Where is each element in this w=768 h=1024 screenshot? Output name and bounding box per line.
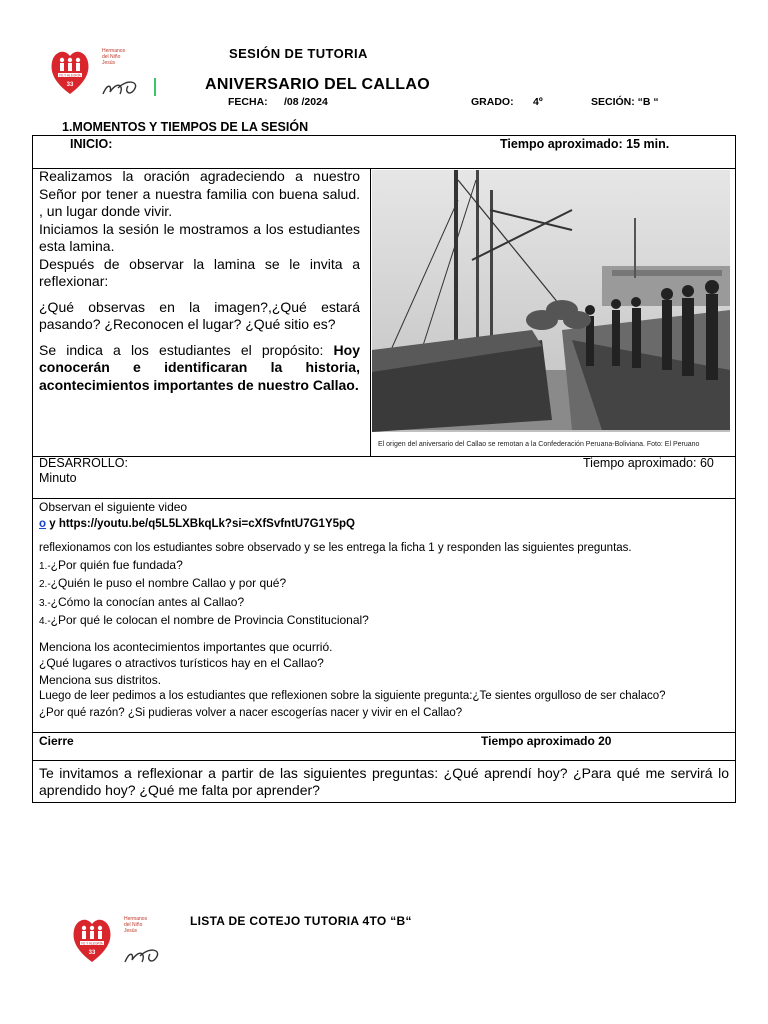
question-text: ¿Por qué le colocan el nombre de Provincia Constitucional? xyxy=(50,613,369,627)
section-title: 1.MOMENTOS Y TIEMPOS DE LA SESIÓN xyxy=(62,120,309,134)
cierre-text: Te invitamos a reflexionar a partir de las siguientes preguntas: ¿Qué aprendí hoy? ¿Para qué me servirá lo aprendido hoy? ¿Qué me falta por aprender? xyxy=(39,765,729,798)
svg-text:FE Y ALEGRÍA: FE Y ALEGRÍA xyxy=(59,73,81,78)
extra-1: Menciona los acontecimientos importantes que ocurrió. xyxy=(39,639,333,654)
cierre-time: Tiempo aproximado 20 xyxy=(481,734,612,748)
video-link[interactable]: y https://youtu.be/q5L5LXBkqLk?si=cXfSvfntU7G1Y5pQ xyxy=(46,517,355,530)
school-logo xyxy=(48,42,163,102)
extra-5: ¿Por qué razón? ¿Si pudieras volver a nacer escogerías nacer y vivir en el Callao? xyxy=(39,706,463,719)
inicio-time: Tiempo aproximado: 15 min. xyxy=(500,137,670,151)
svg-text:del Niño: del Niño xyxy=(102,54,121,60)
heart-logo-icon xyxy=(48,42,163,102)
question-text: ¿Quién le puso el nombre Callao y por qué? xyxy=(50,576,287,590)
svg-text:Jesús: Jesús xyxy=(102,60,116,66)
desarrollo-time: Tiempo aproximado: 60 xyxy=(583,456,714,470)
school-logo-footer xyxy=(70,910,185,970)
session-subtitle: ANIVERSARIO DEL CALLAO xyxy=(205,76,430,93)
row-divider xyxy=(33,760,735,761)
port-image-icon xyxy=(372,170,730,454)
svg-text:FE Y ALEGRÍA: FE Y ALEGRÍA xyxy=(81,941,103,946)
photo-caption: El origen del aniversario del Callao se remotan a la Confederación Peruana-Boliviana. Foto: El Peruano xyxy=(378,441,700,448)
fecha-label: FECHA: xyxy=(228,96,268,108)
purpose-intro: Se indica a los estudiantes el propósito: xyxy=(39,341,334,358)
question-number: 1.- xyxy=(39,560,51,572)
desarrollo-label-block xyxy=(39,456,128,486)
footer-title: LISTA DE COTEJO TUTORIA 4TO “B“ xyxy=(190,914,412,928)
question-text: ¿Por quién fue fundada? xyxy=(50,557,183,572)
cierre-label: Cierre xyxy=(39,734,74,748)
svg-text:Hermanos: Hermanos xyxy=(102,48,126,54)
inicio-label: INICIO: xyxy=(70,137,113,151)
extra-4: Luego de leer pedimos a los estudiantes que reflexionen sobre la siguiente pregunta:¿Te sientes orgulloso de ser chalaco? xyxy=(39,690,666,702)
fecha-value: /08 /2024 xyxy=(284,96,328,108)
link-icon[interactable]: o xyxy=(39,517,47,530)
question-text: ¿Cómo la conocían antes al Callao? xyxy=(50,594,245,609)
reflect-text: reflexionamos con los estudiantes sobre observado y se les entrega la ficha 1 y responden las siguientes preguntas. xyxy=(39,542,632,554)
question-item xyxy=(39,612,735,631)
seccion-label: SECIÓN: “B “ xyxy=(591,96,659,108)
video-intro: Observan el siguiente video xyxy=(39,500,188,514)
svg-text:33: 33 xyxy=(66,82,74,88)
desarrollo-label: DESARROLLO: xyxy=(39,456,128,470)
callao-port-photo xyxy=(372,170,730,454)
svg-text:Jesús: Jesús xyxy=(124,928,138,934)
question-list xyxy=(39,557,735,631)
desarrollo-content xyxy=(39,499,735,721)
question-item xyxy=(39,594,735,613)
purpose-text: Hoy conocerán e identificaran la historia, acontecimientos importantes de nuestro Callao. xyxy=(39,341,360,393)
inicio-p2: Iniciamos la sesión le mostramos a los estudiantes esta lamina. xyxy=(39,220,360,254)
extra-3: Menciona sus distritos. xyxy=(39,672,162,687)
column-divider xyxy=(370,168,371,456)
svg-text:Hermanos: Hermanos xyxy=(124,916,148,922)
inicio-content xyxy=(39,168,360,394)
question-number: 4.- xyxy=(39,616,51,627)
question-number: 3.- xyxy=(39,597,51,609)
inicio-p4: ¿Qué observas en la imagen?,¿Qué estará pasando? ¿Reconocen el lugar? ¿Qué sitio es? xyxy=(39,298,360,332)
grado-label: GRADO: xyxy=(471,96,514,108)
grado-value: 4º xyxy=(533,96,543,108)
session-table xyxy=(32,135,736,803)
session-title: SESIÓN DE TUTORIA xyxy=(229,46,368,61)
inicio-p1: Realizamos la oración agradeciendo a nuestro Señor por tener a nuestra familia con buena salud. , un lugar donde vivir. xyxy=(39,168,360,219)
inicio-p3: Después de observar la lamina se le invita a reflexionar: xyxy=(39,255,360,289)
desarrollo-minuto: Minuto xyxy=(39,471,77,485)
row-divider xyxy=(33,732,735,733)
svg-text:33: 33 xyxy=(88,950,96,956)
question-number: 2.- xyxy=(39,579,51,590)
question-item xyxy=(39,575,735,594)
video-link-row xyxy=(39,516,735,533)
heart-logo-icon xyxy=(70,910,185,970)
question-item xyxy=(39,557,735,576)
extra-2: ¿Qué lugares o atractivos turísticos hay en el Callao? xyxy=(39,656,324,670)
inicio-p5 xyxy=(39,342,360,395)
svg-text:del Niño: del Niño xyxy=(124,922,143,928)
